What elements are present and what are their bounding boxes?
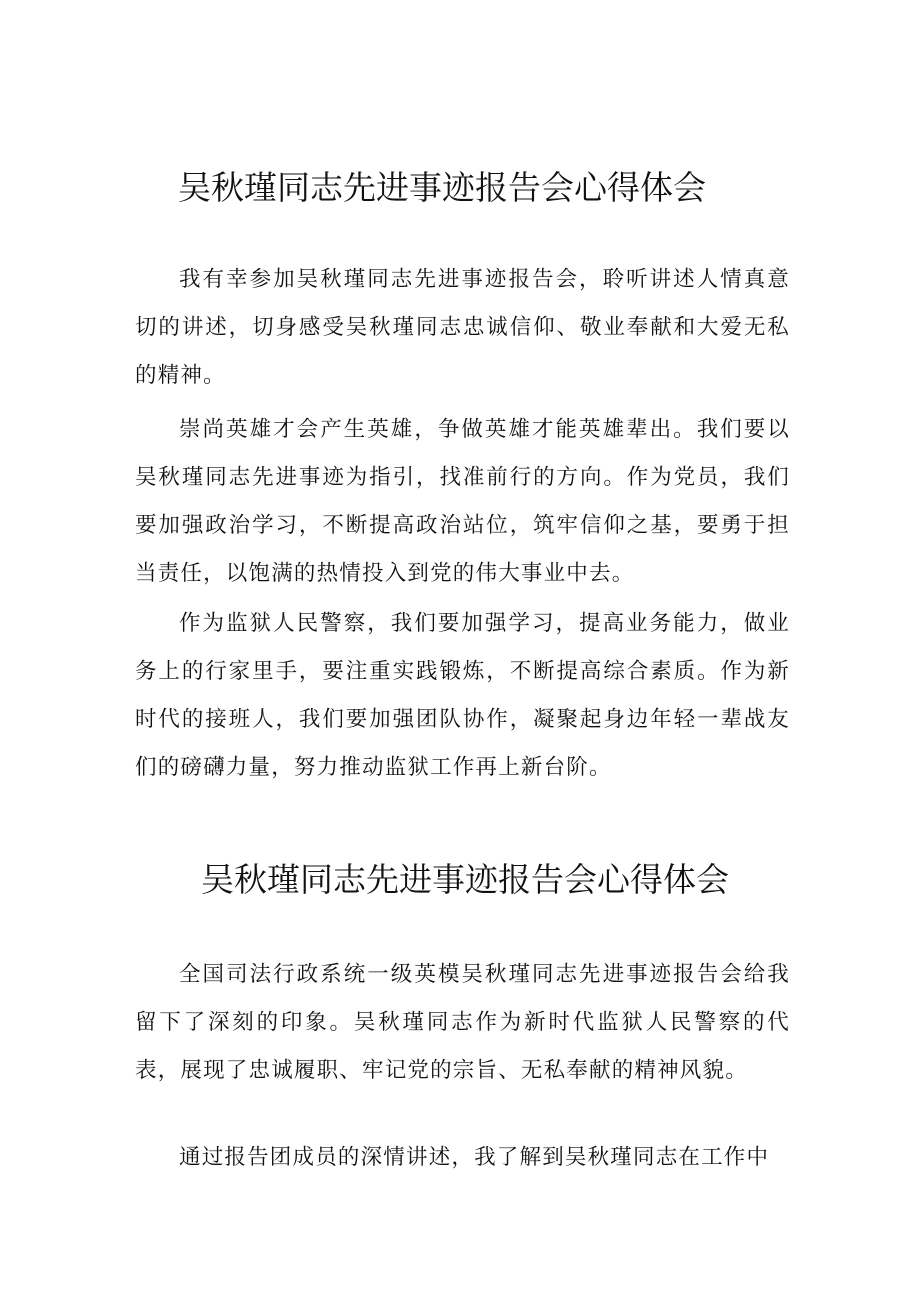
article-2-paragraph-1: 全国司法行政系统一级英模吴秋瑾同志先进事迹报告会给我留下了深刻的印象。吴秋瑾同志作为新时代监狱人民警察的代表，展现了忠诚履职、牢记党的宗旨、无私奉献的精神风貌。: [135, 962, 790, 1083]
article-1-paragraph-3: 作为监狱人民警察，我们要加强学习，提高业务能力，做业务上的行家里手，要注重实践锻炼，不断提高综合素质。作为新时代的接班人，我们要加强团队协作，凝聚起身边年轻一辈战友们的磅礴力量，努力推动监狱工作再上新台阶。: [135, 611, 790, 780]
article-title-2: 吴秋瑾同志先进事迹报告会心得体会: [201, 860, 729, 899]
article-title-1: 吴秋瑾同志先进事迹报告会心得体会: [178, 168, 706, 207]
article-1-paragraph-1: 我有幸参加吴秋瑾同志先进事迹报告会，聆听讲述人情真意切的讲述，切身感受吴秋瑾同志忠诚信仰、敬业奉献和大爱无私的精神。: [135, 267, 790, 388]
article-1-paragraph-2: 崇尚英雄才会产生英雄，争做英雄才能英雄辈出。我们要以吴秋瑾同志先进事迹为指引，找准前行的方向。作为党员，我们要加强政治学习，不断提高政治站位，筑牢信仰之基，要勇于担当责任，以饱满的热情投入到党的伟大事业中去。: [135, 417, 790, 586]
article-2-paragraph-2: 通过报告团成员的深情讲述，我了解到吴秋瑾同志在工作中: [179, 1145, 770, 1170]
